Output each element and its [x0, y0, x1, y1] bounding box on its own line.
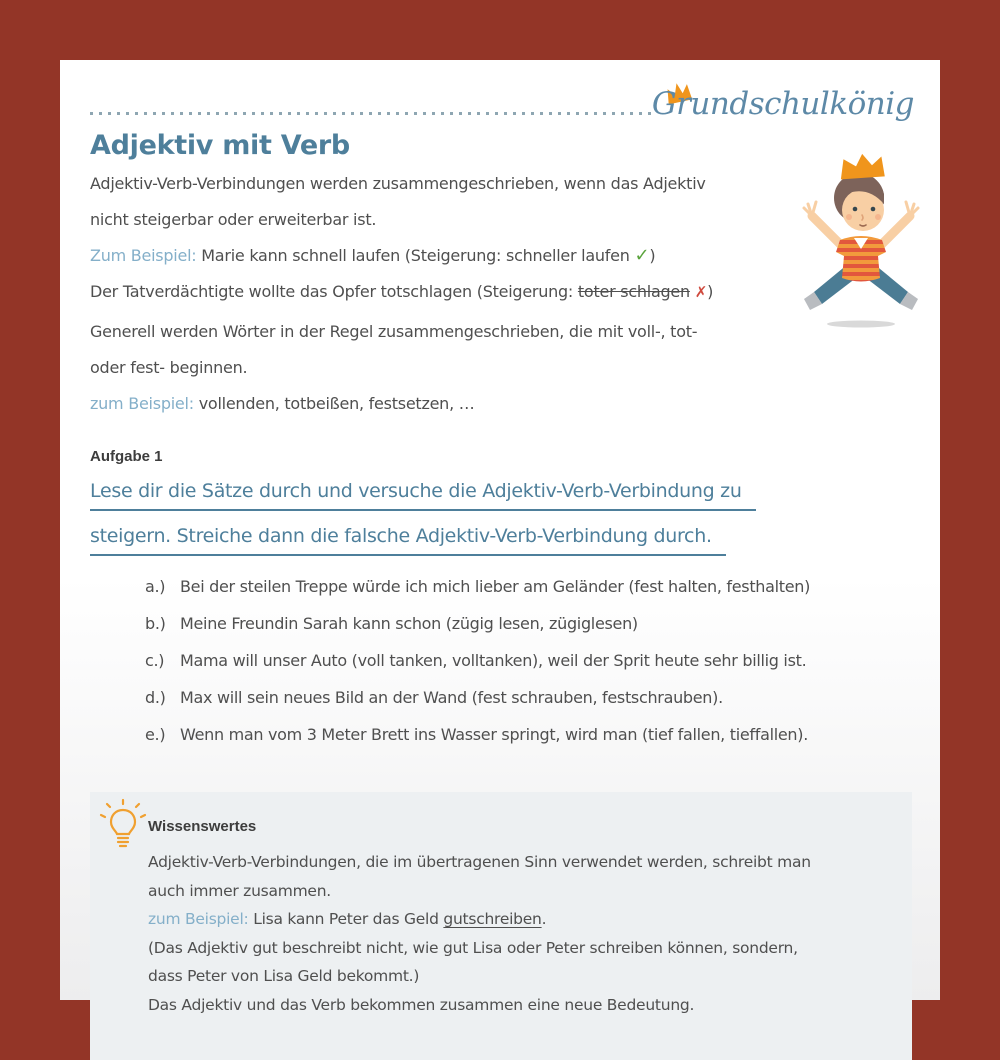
infobox-line-1: Adjektiv-Verb-Verbindungen, die im übertragenen Sinn verwendet werden, schreibt man	[148, 853, 811, 871]
boy-illustration	[800, 152, 922, 336]
item-marker: e.)	[145, 725, 166, 744]
instruction-line-1: Lese dir die Sätze durch und versuche die Adjektiv-Verb-Verbindung zu	[90, 480, 756, 511]
item-text: Bei der steilen Treppe würde ich mich lieber am Geländer (fest halten, festhalten)	[180, 577, 811, 596]
example-text: Marie kann schnell laufen (Steigerung: schneller laufen	[201, 246, 630, 265]
example-label: zum Beispiel:	[148, 910, 249, 928]
cross-icon: ✗	[694, 283, 708, 301]
infobox-line-2: auch immer zusammen.	[148, 881, 331, 900]
rule2-example	[90, 386, 697, 422]
worksheet-page	[60, 60, 940, 1014]
task-label: Aufgabe 1	[90, 448, 163, 465]
intro-line-2: nicht steigerbar oder erweiterbar ist.	[90, 210, 377, 229]
example2-text: Der Tatverdächtigte wollte das Opfer totschlagen (Steigerung:	[90, 282, 574, 301]
underlined-word: gutschreiben	[443, 910, 542, 928]
item-marker: c.)	[145, 651, 165, 670]
item-marker: b.)	[145, 614, 166, 633]
example-close-paren: )	[649, 246, 656, 265]
instruction-line-2: steigern. Streiche dann die falsche Adjektiv-Verb-Verbindung durch.	[90, 525, 756, 556]
example-text: Lisa kann Peter das Geld	[253, 910, 439, 928]
item-text: Meine Freundin Sarah kann schon (zügig lesen, zügiglesen)	[180, 614, 638, 633]
infobox-wissenswertes	[90, 792, 912, 1060]
infobox-title: Wissenswertes	[148, 818, 257, 835]
item-marker: d.)	[145, 688, 166, 707]
list-item	[60, 679, 940, 716]
lightbulb-icon	[100, 800, 146, 856]
list-item	[60, 605, 940, 642]
example-period: .	[541, 910, 547, 928]
rule2-line-1: Generell werden Wörter in der Regel zusammengeschrieben, die mit voll-, tot-	[90, 322, 698, 341]
task-list	[60, 568, 940, 753]
intro-example-1	[90, 238, 713, 274]
jumping-boy-with-crown-icon	[800, 152, 922, 332]
example-label: zum Beispiel:	[90, 394, 194, 413]
page-title: Adjektiv mit Verb	[90, 130, 350, 161]
infobox-text	[148, 848, 811, 1019]
intro-line-1: Adjektiv-Verb-Verbindungen werden zusammengeschrieben, wenn das Adjektiv	[90, 174, 706, 193]
item-text: Wenn man vom 3 Meter Brett ins Wasser springt, wird man (tief fallen, tieffallen).	[180, 725, 808, 744]
example-label: Zum Beispiel:	[90, 246, 197, 265]
intro-paragraph	[90, 166, 713, 310]
example2-close-paren: )	[707, 282, 714, 301]
list-item	[60, 568, 940, 605]
infobox-note-1: (Das Adjektiv gut beschreibt nicht, wie gut Lisa oder Peter schreiben können, sondern,	[148, 938, 798, 957]
item-text: Max will sein neues Bild an der Wand (fest schrauben, festschrauben).	[180, 688, 723, 707]
infobox-example	[148, 905, 811, 934]
task-instruction	[90, 480, 756, 570]
intro-example-2	[90, 274, 713, 310]
list-item	[60, 716, 940, 753]
check-icon: ✓	[634, 245, 650, 266]
list-item	[60, 642, 940, 679]
item-marker: a.)	[145, 577, 166, 596]
struck-through-text: toter schlagen	[577, 282, 690, 301]
infobox-partial-line: Das Adjektiv und das Verb bekommen zusammen eine neue Bedeutung.	[148, 995, 695, 1014]
infobox-note-2: dass Peter von Lisa Geld bekommt.)	[148, 967, 420, 985]
example-text: vollenden, totbeißen, festsetzen, …	[198, 394, 475, 413]
header-dotted-line	[90, 112, 652, 115]
rule2-line-2: oder fest- beginnen.	[90, 358, 248, 377]
rule2-paragraph	[90, 314, 697, 422]
logo-text: Grundschulkönig	[651, 86, 914, 122]
item-text: Mama will unser Auto (voll tanken, volltanken), weil der Sprit heute sehr billig ist.	[180, 651, 807, 670]
